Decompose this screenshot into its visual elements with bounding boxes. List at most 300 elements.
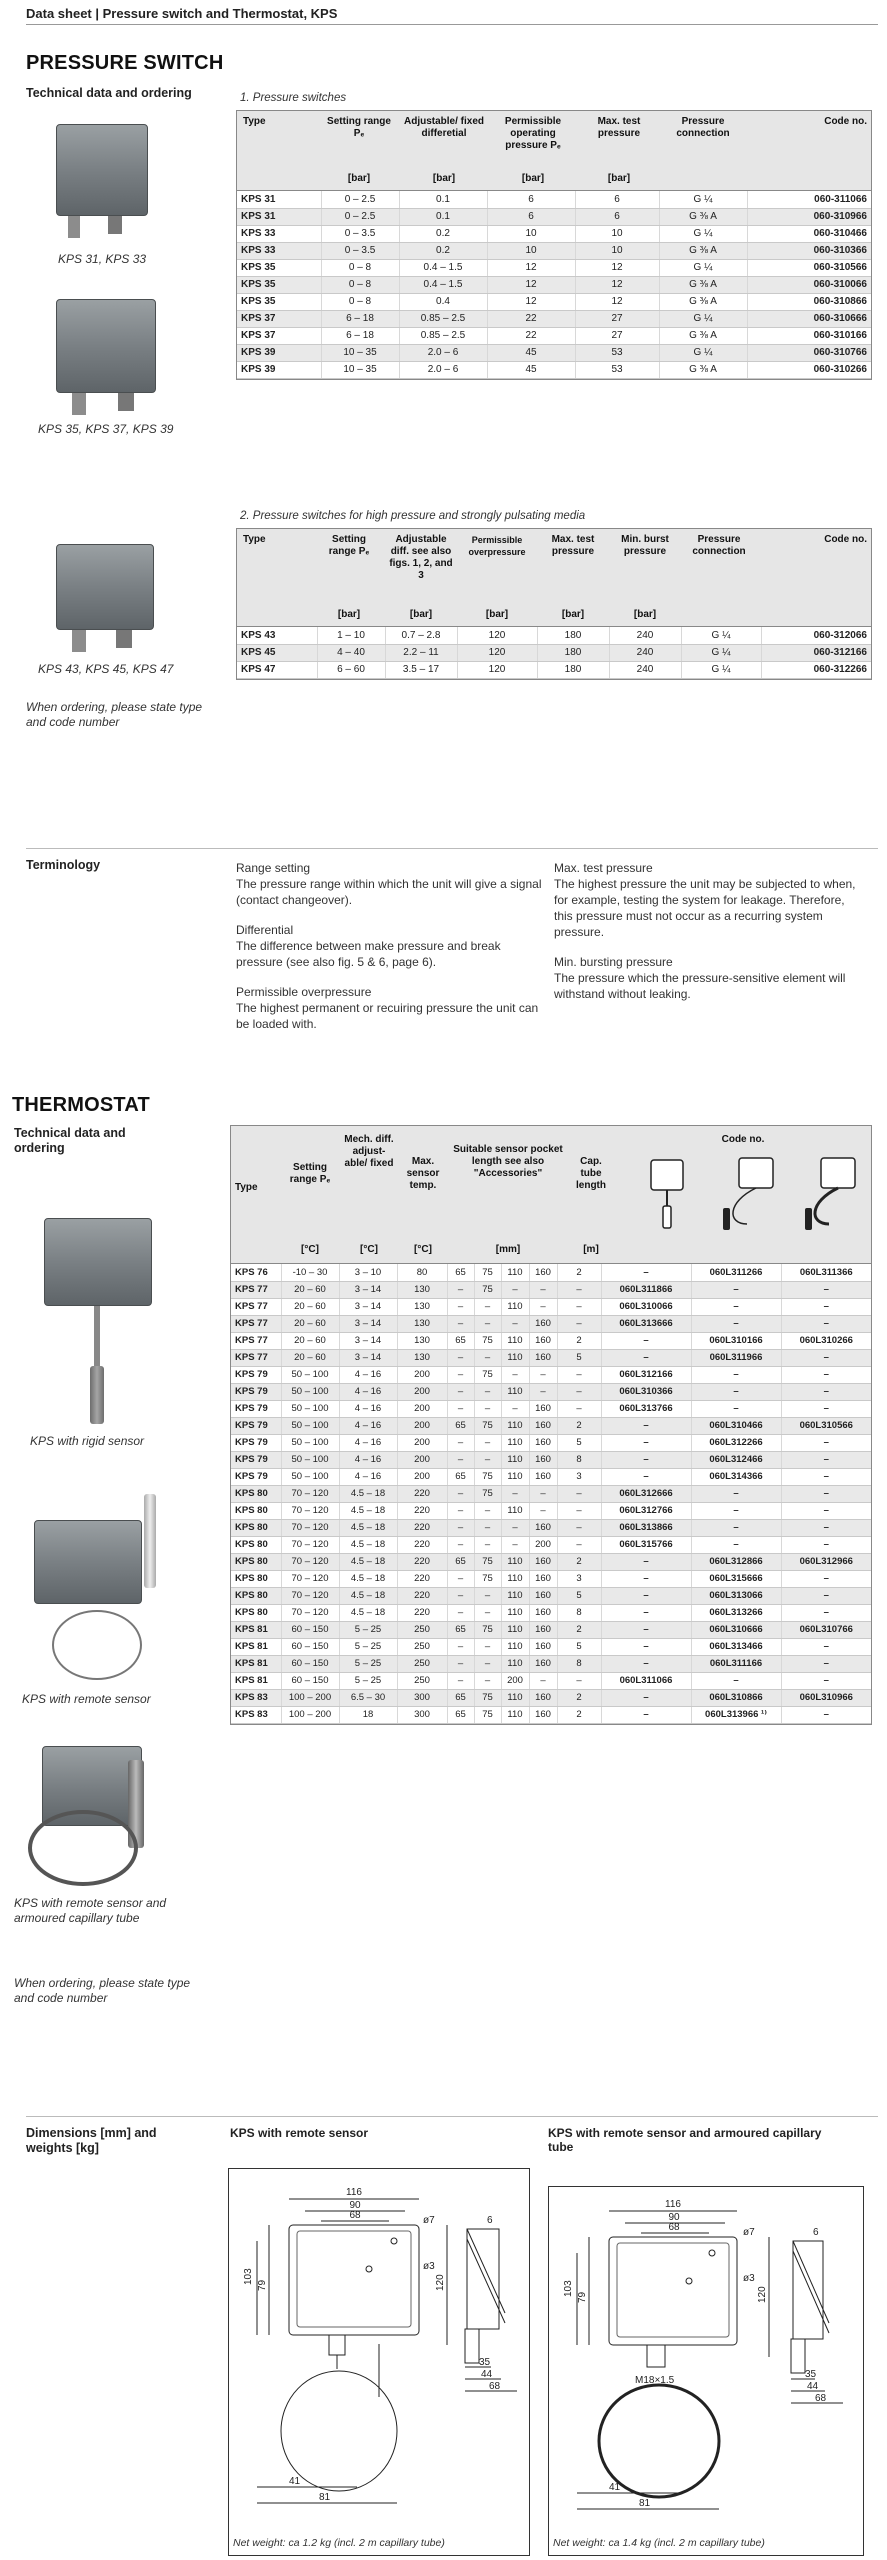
t2-cell: 120 (457, 661, 537, 678)
t3-cell: 060L312266 (691, 1434, 781, 1451)
t1-cell: 060-310366 (747, 242, 871, 259)
t1-cell: 060-311066 (747, 191, 871, 208)
t2-cell: 240 (609, 644, 681, 661)
dim-r-d7: ø7 (743, 2227, 755, 2238)
t3-cell: – (781, 1485, 871, 1502)
table2-body (236, 626, 872, 680)
t3-cell: 50 – 100 (281, 1417, 339, 1434)
t3-cell: 110 (501, 1604, 529, 1621)
terminology-divider (26, 848, 878, 849)
t3-cell: 70 – 120 (281, 1502, 339, 1519)
t3-cell: – (474, 1400, 501, 1417)
th-code: Code no. (721, 1134, 765, 1145)
t1-cell: 060-310666 (747, 310, 871, 327)
thermo-rigid-sensor-image (28, 1210, 168, 1430)
t2-cell: 060-312266 (761, 661, 871, 678)
t3-cell: – (529, 1366, 557, 1383)
t2-cell: 060-312166 (761, 644, 871, 661)
t3-cell: 4 – 16 (339, 1400, 397, 1417)
t3-cell: 220 (397, 1502, 447, 1519)
t3-cell: – (447, 1434, 474, 1451)
t3-cell: – (781, 1502, 871, 1519)
t1-cell: 12 (487, 259, 575, 276)
t3-cell: 200 (397, 1366, 447, 1383)
dim-l-116: 116 (346, 2187, 362, 2198)
t3-cell: 4 – 16 (339, 1451, 397, 1468)
t3-cell: 220 (397, 1587, 447, 1604)
t2-cell: 120 (457, 627, 537, 644)
t3-cell: 060L314366 (691, 1468, 781, 1485)
t2-cell: KPS 43 (237, 627, 317, 644)
t3-cell: 50 – 100 (281, 1451, 339, 1468)
t3-row (231, 1332, 871, 1349)
t3-row (231, 1451, 871, 1468)
t3-cell: 060L311166 (691, 1655, 781, 1672)
t3-cell: 130 (397, 1332, 447, 1349)
t1-row (237, 344, 871, 361)
t3-cell: 65 (447, 1332, 474, 1349)
dim-r-41: 41 (609, 2482, 621, 2493)
t3-cell: 70 – 120 (281, 1570, 339, 1587)
t3-cell: 060L310766 (781, 1621, 871, 1638)
t1-cell: 060-310266 (747, 361, 871, 378)
t3-cell: – (781, 1434, 871, 1451)
t1-cell: KPS 39 (237, 344, 321, 361)
t3-cell: – (501, 1281, 529, 1298)
th-cap: Cap. tube length (576, 1156, 606, 1191)
t3-cell: 60 – 150 (281, 1621, 339, 1638)
t3-cell: 200 (397, 1434, 447, 1451)
t1-cell: G ⅜ A (659, 327, 747, 344)
t3-cell: KPS 80 (231, 1485, 281, 1502)
t3-cell: 220 (397, 1536, 447, 1553)
t3-cell: – (601, 1689, 691, 1706)
t3-cell: KPS 79 (231, 1468, 281, 1485)
t3-cell: 160 (529, 1349, 557, 1366)
t3-cell: 060L315766 (601, 1536, 691, 1553)
t3-cell: 110 (501, 1332, 529, 1349)
t3-cell: – (557, 1383, 601, 1400)
dim-r-d3: ø3 (743, 2273, 755, 2284)
dim-l-103: 103 (243, 2268, 254, 2285)
t1-cell: 0.1 (399, 191, 487, 208)
t1-cell: 6 (487, 208, 575, 225)
t3-cell: – (601, 1553, 691, 1570)
t3-cell: KPS 81 (231, 1672, 281, 1689)
t3-cell: 4 – 16 (339, 1383, 397, 1400)
t1-row (237, 327, 871, 344)
t1-cell: 12 (575, 259, 659, 276)
t1-cell: KPS 35 (237, 293, 321, 310)
t3-cell: 75 (474, 1366, 501, 1383)
t3-row (231, 1315, 871, 1332)
t3-row (231, 1689, 871, 1706)
t3-cell: 160 (529, 1706, 557, 1723)
dim-l-68: 68 (349, 2210, 361, 2221)
t3-row (231, 1706, 871, 1723)
t3-cell: 20 – 60 (281, 1315, 339, 1332)
t3-cell: – (447, 1502, 474, 1519)
t3-cell: 100 – 200 (281, 1706, 339, 1723)
t3-cell: 75 (474, 1264, 501, 1281)
t3-cell: 5 – 25 (339, 1672, 397, 1689)
t1-cell: 060-310866 (747, 293, 871, 310)
t1-cell: KPS 33 (237, 225, 321, 242)
t3-cell: 160 (529, 1434, 557, 1451)
t3-cell: KPS 80 (231, 1587, 281, 1604)
t3-cell: 060L315666 (691, 1570, 781, 1587)
t3-cell: 250 (397, 1672, 447, 1689)
t3-cell: 060L311066 (601, 1672, 691, 1689)
pressure-switch-subtitle: Technical data and ordering (26, 86, 192, 100)
t3-cell: 220 (397, 1485, 447, 1502)
t3-cell: – (447, 1451, 474, 1468)
t3-cell: KPS 83 (231, 1689, 281, 1706)
t3-cell: 160 (529, 1587, 557, 1604)
t3-cell: 160 (529, 1604, 557, 1621)
t3-cell: – (474, 1349, 501, 1366)
t3-cell: 65 (447, 1689, 474, 1706)
term-min-burst-pressure: Min. bursting pressure (554, 955, 673, 969)
t3-cell: – (557, 1400, 601, 1417)
t3-cell: 060L310266 (781, 1332, 871, 1349)
t1-cell: 10 (575, 242, 659, 259)
t3-cell: 70 – 120 (281, 1553, 339, 1570)
t3-cell: 60 – 150 (281, 1672, 339, 1689)
t2-cell: G ¼ (681, 644, 761, 661)
t3-cell: – (447, 1281, 474, 1298)
t3-cell: – (601, 1706, 691, 1723)
t3-cell: 060L313066 (691, 1587, 781, 1604)
t3-cell: 160 (529, 1468, 557, 1485)
t3-cell: 3 – 14 (339, 1332, 397, 1349)
t3-row (231, 1621, 871, 1638)
t3-cell: 060L312966 (781, 1553, 871, 1570)
t3-row (231, 1570, 871, 1587)
t3-cell: – (474, 1672, 501, 1689)
t3-cell: 60 – 150 (281, 1638, 339, 1655)
t3-cell: 4.5 – 18 (339, 1570, 397, 1587)
t3-cell: 110 (501, 1298, 529, 1315)
t3-cell: 4 – 16 (339, 1434, 397, 1451)
dim-l-120: 120 (435, 2274, 446, 2291)
t3-cell: 060L313966 ¹⁾ (691, 1706, 781, 1723)
code-col-remote-sensor-icon (717, 1154, 789, 1234)
t3-cell: – (601, 1417, 691, 1434)
table1-body (236, 190, 872, 380)
kps35-39-caption: KPS 35, KPS 37, KPS 39 (38, 422, 174, 436)
t2-h-code: Code no. (824, 534, 867, 545)
t2-cell: G ¼ (681, 627, 761, 644)
t3-cell: 65 (447, 1264, 474, 1281)
t1-cell: 0.4 – 1.5 (399, 276, 487, 293)
dim-l-44: 44 (481, 2369, 493, 2380)
t3-cell: 5 – 25 (339, 1621, 397, 1638)
t3-cell: 75 (474, 1417, 501, 1434)
t1-cell: KPS 33 (237, 242, 321, 259)
dim-r-120: 120 (757, 2286, 768, 2303)
t1-cell: 0.4 (399, 293, 487, 310)
t1-cell: 6 – 18 (321, 310, 399, 327)
t3-cell: – (474, 1587, 501, 1604)
t1-cell: 060-310766 (747, 344, 871, 361)
t3-cell: 75 (474, 1553, 501, 1570)
thermostat-title: THERMOSTAT (12, 1094, 150, 1116)
t3-cell: – (447, 1315, 474, 1332)
t3-cell: – (601, 1451, 691, 1468)
kps43-47-image (52, 540, 162, 660)
table1-title: 1. Pressure switches (240, 92, 347, 104)
t1-cell: 12 (487, 293, 575, 310)
t3-cell: – (529, 1502, 557, 1519)
thu-mechdiff: [°C] (360, 1244, 378, 1255)
t3-cell: 060L312766 (601, 1502, 691, 1519)
t2-cell: G ¼ (681, 661, 761, 678)
dim-left-title: KPS with remote sensor (230, 2126, 369, 2140)
t3-cell: KPS 79 (231, 1400, 281, 1417)
t3-cell: 5 (557, 1349, 601, 1366)
dim-r-68b: 68 (815, 2393, 827, 2404)
t3-cell: – (781, 1587, 871, 1604)
t1-cell: 0 – 2.5 (321, 191, 399, 208)
t1-cell: 0.2 (399, 242, 487, 259)
term-permissible-overpressure-def: The highest permanent or recuiring pressure the unit can be loaded with. (236, 1001, 539, 1031)
t3-cell: 220 (397, 1553, 447, 1570)
t3-cell: 4.5 – 18 (339, 1587, 397, 1604)
t3-cell: 200 (397, 1417, 447, 1434)
t3-cell: 160 (529, 1451, 557, 1468)
t3-row (231, 1383, 871, 1400)
t3-cell: 200 (397, 1451, 447, 1468)
t3-cell: 2 (557, 1706, 601, 1723)
t1-cell: 0 – 3.5 (321, 225, 399, 242)
t1-row (237, 361, 871, 378)
t1-cell: 060-310566 (747, 259, 871, 276)
t3-cell: 110 (501, 1264, 529, 1281)
t3-cell: KPS 79 (231, 1366, 281, 1383)
t3-cell: – (447, 1655, 474, 1672)
t1-cell: 0.85 – 2.5 (399, 327, 487, 344)
t3-cell: – (474, 1604, 501, 1621)
t3-cell: 130 (397, 1315, 447, 1332)
t1-h-perm: Permissible operating pressure Pₑ (504, 116, 562, 151)
t3-cell: 75 (474, 1621, 501, 1638)
t3-cell: – (601, 1621, 691, 1638)
t3-row (231, 1485, 871, 1502)
t3-cell: 220 (397, 1570, 447, 1587)
t1-cell: 45 (487, 361, 575, 378)
t1-cell: 0 – 8 (321, 293, 399, 310)
t3-cell: 2 (557, 1689, 601, 1706)
t3-cell: – (474, 1315, 501, 1332)
t3-cell: KPS 80 (231, 1536, 281, 1553)
t3-cell: 18 (339, 1706, 397, 1723)
t3-cell: 60 – 150 (281, 1655, 339, 1672)
t3-cell: 2 (557, 1264, 601, 1281)
dim-r-79: 79 (577, 2291, 588, 2303)
t3-cell: – (781, 1655, 871, 1672)
t1-cell: G ¼ (659, 310, 747, 327)
t3-cell: – (474, 1536, 501, 1553)
t3-cell: 220 (397, 1519, 447, 1536)
code-col-armoured-sensor-icon (799, 1154, 871, 1234)
terminology-right-column (554, 860, 864, 1002)
t2-cell: 240 (609, 661, 681, 678)
t3-cell: – (529, 1383, 557, 1400)
code-col-rigid-sensor-icon (631, 1154, 703, 1234)
term-range-setting: Range setting (236, 861, 311, 875)
table2-title: 2. Pressure switches for high pressure and strongly pulsating media (240, 510, 586, 522)
t3-cell: 65 (447, 1417, 474, 1434)
t3-cell: – (781, 1298, 871, 1315)
t2-h-overpressure: Permissible overpressure (468, 535, 526, 557)
t3-cell: KPS 80 (231, 1519, 281, 1536)
t3-cell: – (447, 1485, 474, 1502)
t2-cell: 120 (457, 644, 537, 661)
t1-h-maxtest: Max. test pressure (597, 116, 641, 139)
t3-cell: 060L313466 (691, 1638, 781, 1655)
t1-row (237, 242, 871, 259)
t1-cell: 12 (487, 276, 575, 293)
t3-cell: 3 (557, 1570, 601, 1587)
t3-cell: KPS 83 (231, 1706, 281, 1723)
pressure-order-note: When ordering, please state type and code number (26, 700, 203, 729)
t3-cell: – (447, 1536, 474, 1553)
t3-cell: KPS 76 (231, 1264, 281, 1281)
t3-cell: 75 (474, 1706, 501, 1723)
t3-cell: – (781, 1519, 871, 1536)
document-header: Data sheet | Pressure switch and Thermostat, KPS (26, 6, 338, 21)
t3-cell: 130 (397, 1281, 447, 1298)
t1-cell: 060-310466 (747, 225, 871, 242)
t1-cell: KPS 39 (237, 361, 321, 378)
t3-row (231, 1417, 871, 1434)
t3-cell: – (781, 1451, 871, 1468)
t3-cell: 160 (529, 1400, 557, 1417)
t3-cell: 060L310466 (691, 1417, 781, 1434)
t3-cell: 160 (529, 1570, 557, 1587)
t3-cell: 50 – 100 (281, 1383, 339, 1400)
t1-cell: 45 (487, 344, 575, 361)
t1-cell: KPS 37 (237, 310, 321, 327)
t2-h-maxtest: Max. test pressure (551, 534, 595, 557)
t3-cell: 160 (529, 1638, 557, 1655)
t1-cell: 10 – 35 (321, 361, 399, 378)
header-divider (26, 24, 878, 25)
dim-r-thread: M18×1.5 (635, 2375, 675, 2386)
t3-cell: 060L313266 (691, 1604, 781, 1621)
t1-cell: 0.2 (399, 225, 487, 242)
t3-cell: – (557, 1519, 601, 1536)
t1-cell: 27 (575, 310, 659, 327)
t1-row (237, 293, 871, 310)
dim-r-103: 103 (563, 2280, 574, 2297)
kps35-39-image (52, 295, 162, 420)
t3-cell: 65 (447, 1706, 474, 1723)
t3-cell: – (691, 1502, 781, 1519)
t3-cell: – (447, 1366, 474, 1383)
dim-l-41: 41 (289, 2476, 301, 2487)
t3-cell: – (691, 1519, 781, 1536)
dim-r-68: 68 (668, 2222, 680, 2233)
t3-cell: 060L311966 (691, 1349, 781, 1366)
t3-cell: 250 (397, 1621, 447, 1638)
t3-cell: – (781, 1400, 871, 1417)
terminology-left-column (236, 860, 542, 1032)
t3-cell: 65 (447, 1468, 474, 1485)
th-maxtemp: Max. sensor temp. (406, 1156, 440, 1191)
t3-cell: 160 (529, 1264, 557, 1281)
dim-l-79: 79 (257, 2279, 268, 2291)
t3-cell: 300 (397, 1689, 447, 1706)
t1-u-range: [bar] (347, 173, 371, 184)
t1-cell: 0 – 8 (321, 259, 399, 276)
t3-row (231, 1519, 871, 1536)
t3-cell: – (691, 1298, 781, 1315)
t3-cell: 160 (529, 1519, 557, 1536)
dim-l-68b: 68 (489, 2381, 501, 2392)
t1-row (237, 276, 871, 293)
t3-row (231, 1349, 871, 1366)
t3-cell: – (601, 1655, 691, 1672)
t1-row (237, 259, 871, 276)
t2-cell: 6 – 60 (317, 661, 385, 678)
t3-cell: 80 (397, 1264, 447, 1281)
t3-cell: 160 (529, 1621, 557, 1638)
t1-cell: KPS 35 (237, 259, 321, 276)
t3-cell: 160 (529, 1689, 557, 1706)
dim-r-81: 81 (639, 2498, 651, 2509)
dim-right-drawing (548, 2186, 864, 2556)
kps43-47-caption: KPS 43, KPS 45, KPS 47 (38, 662, 174, 676)
t3-cell: – (601, 1638, 691, 1655)
t3-cell: – (781, 1638, 871, 1655)
t3-cell: 060L311266 (691, 1264, 781, 1281)
t3-row (231, 1400, 871, 1417)
term-range-setting-def: The pressure range within which the unit will give a signal (contact changeover). (236, 877, 542, 907)
t3-cell: – (601, 1604, 691, 1621)
t3-cell: 110 (501, 1638, 529, 1655)
t3-cell: – (601, 1332, 691, 1349)
t3-cell: KPS 81 (231, 1638, 281, 1655)
t3-cell: 200 (529, 1536, 557, 1553)
t3-cell: 110 (501, 1621, 529, 1638)
term-min-burst-pressure-def: The pressure which the pressure-sensitive element will withstand without leaking. (554, 971, 846, 1001)
t3-cell: 110 (501, 1383, 529, 1400)
t3-cell: – (601, 1570, 691, 1587)
t3-cell: – (474, 1298, 501, 1315)
t3-cell: 110 (501, 1417, 529, 1434)
t1-cell: G ¼ (659, 344, 747, 361)
t2-row (237, 661, 871, 678)
t3-cell: – (474, 1383, 501, 1400)
t1-row (237, 225, 871, 242)
t3-cell: 110 (501, 1468, 529, 1485)
t2-cell: 3.5 – 17 (385, 661, 457, 678)
t3-cell: 75 (474, 1281, 501, 1298)
t3-cell: 4 – 16 (339, 1366, 397, 1383)
t3-row (231, 1672, 871, 1689)
t3-cell: – (447, 1587, 474, 1604)
t3-cell: – (474, 1519, 501, 1536)
t3-cell: 060L310366 (601, 1383, 691, 1400)
t3-cell: KPS 77 (231, 1332, 281, 1349)
t1-cell: 6 – 18 (321, 327, 399, 344)
t3-cell: 060L310166 (691, 1332, 781, 1349)
t2-cell: 240 (609, 627, 681, 644)
t3-row (231, 1264, 871, 1281)
thermo-order-note: When ordering, please state type and code number (14, 1976, 191, 2005)
